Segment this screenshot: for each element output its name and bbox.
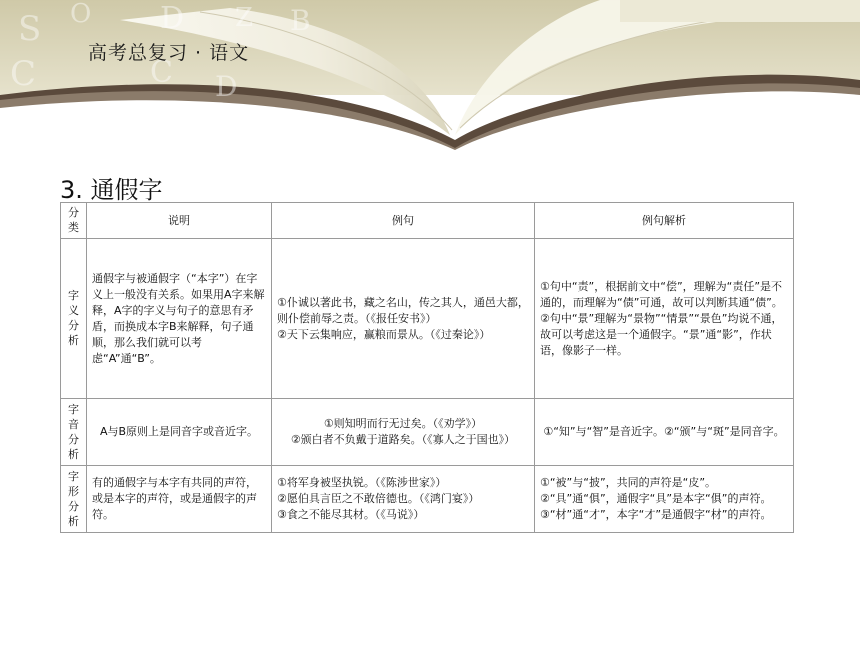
- example-sentence: ①将军身被坚执锐。（《陈涉世家》）: [277, 476, 447, 489]
- row-category: 字音分析: [61, 399, 87, 466]
- table-row: [61, 399, 794, 466]
- row-examples: [272, 239, 535, 399]
- example-sentence: ②颁白者不负戴于道路矣。（《寡人之于国也》）: [290, 433, 516, 446]
- decor-letter: Z: [235, 3, 254, 33]
- decor-letter: S: [18, 9, 42, 49]
- row-category: 字义分析: [61, 239, 87, 399]
- example-sentence: ③食之不能尽其材。（《马说》）: [277, 508, 425, 521]
- row-examples: [272, 399, 535, 466]
- header-examples: 例句: [272, 203, 535, 239]
- row-analysis: ①“知”与“智”是音近字。②“颁”与“斑”是同音字。: [535, 399, 794, 466]
- example-sentence: ②天下云集响应，赢粮而景从。（《过秦论》）: [277, 327, 491, 341]
- decor-letter: C: [10, 54, 37, 94]
- decor-letter: B: [290, 4, 311, 37]
- header-analysis: 例句解析: [535, 203, 794, 239]
- header-category: 分类: [61, 203, 87, 239]
- table-row: [61, 466, 794, 533]
- tongjiazi-table: [60, 202, 794, 533]
- decorative-banner: [0, 0, 860, 150]
- decor-letter: C: [150, 55, 173, 90]
- table-header-row: [61, 203, 794, 239]
- course-title: 高考总复习 · 语文: [88, 42, 250, 64]
- row-analysis: ①句中“责”，根据前文中“偿”，理解为“责任”是不通的，而理解为“债”可通，故可以判断其通“债”。②句中“景”理解为“景物”“情景”“景色”均说不通，故可以考虑这是一个通假字。“景”通“影”，作状语，像影子一样。: [535, 239, 794, 399]
- example-sentence: ①仆诚以著此书，藏之名山，传之其人，通邑大都，则仆偿前辱之责。（《报任安书》）: [277, 295, 529, 325]
- section-title: 3. 通假字: [60, 176, 163, 204]
- row-examples: [272, 466, 535, 533]
- row-description: A与B原则上是同音字或音近字。: [87, 399, 272, 466]
- row-analysis: ①“被”与“披”，共同的声符是“皮”。②“具”通“俱”，通假字“具”是本字“俱”的声符。③“材”通“才”，本字“才”是通假字“材”的声符。: [535, 466, 794, 533]
- open-book-illustration: [0, 0, 860, 150]
- table-row: [61, 239, 794, 399]
- decor-letter: D: [160, 1, 185, 36]
- example-sentence: ①则知明而行无过矣。（《劝学》）: [323, 417, 483, 430]
- row-description: 通假字与被通假字（“本字”）在字义上一般没有关系。如果用A字来解释，A字的字义与句子的意思有矛盾，而换成本字B来解释，句子通顺，那么我们就可以考虑“A”通“B”。: [87, 239, 272, 399]
- example-sentence: ②愿伯具言臣之不敢倍德也。（《鸿门宴》）: [277, 492, 480, 505]
- decor-letter: O: [70, 0, 92, 29]
- row-category: 字形分析: [61, 466, 87, 533]
- decor-letter: D: [215, 70, 238, 103]
- row-description: 有的通假字与本字有共同的声符，或是本字的声符，或是通假字的声符。: [87, 466, 272, 533]
- header-description: 说明: [87, 203, 272, 239]
